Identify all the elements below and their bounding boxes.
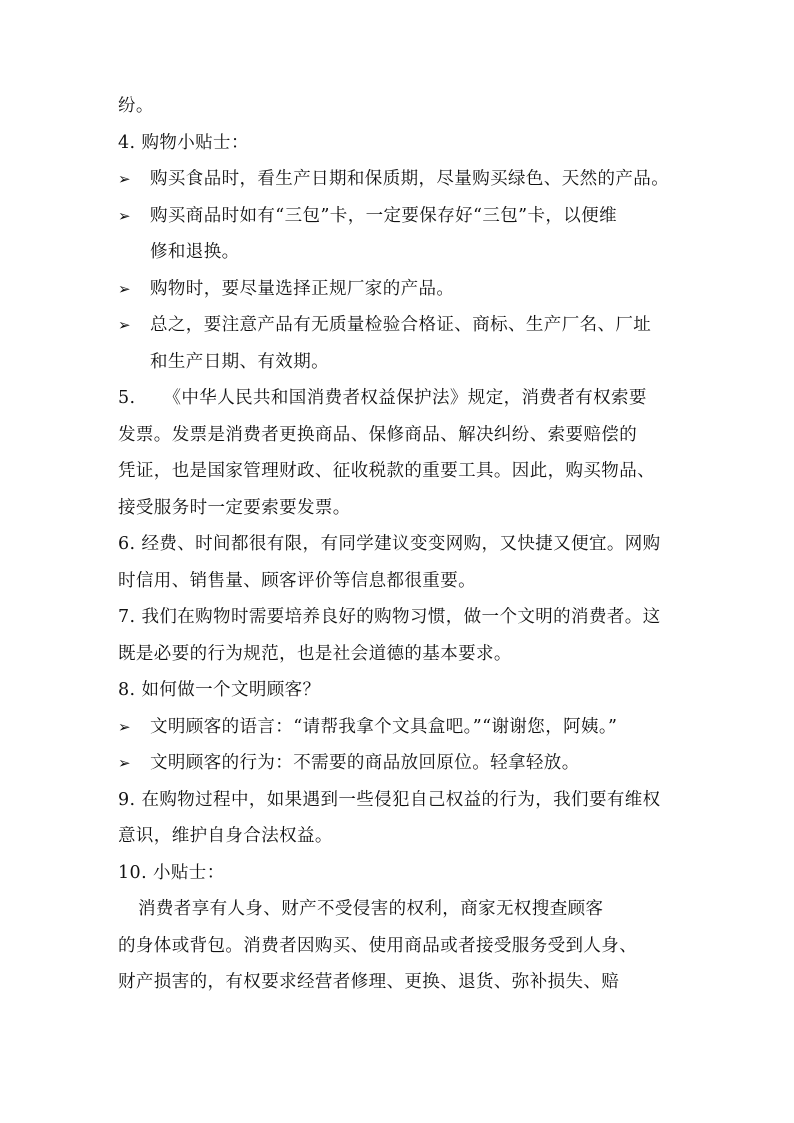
arrow-bullet-icon: ➢ [118,279,131,298]
bullet-text: 购物时，要尽量选择正规厂家的产品。 [150,278,455,299]
text-line: 发票。发票是消费者更换商品、保修商品、解决纠纷、索要赔偿的 [118,424,638,445]
bullet-item [118,198,678,235]
section-5-text: 《中华人民共和国消费者权益保护法》规定，消费者有权索要 [163,388,647,408]
bullet-item [118,161,678,198]
bullet-item [118,307,678,344]
arrow-bullet-icon: ➢ [118,206,131,225]
bullet-item [118,709,678,746]
section-7-line: 7. 我们在购物时需要培养良好的购物习惯，做一个文明的消费者。这 [118,607,661,627]
section-number-5: 5. [118,388,136,408]
text-line: 的身体或背包。消费者因购买、使用商品或者接受服务受到人身、 [118,935,638,956]
section-heading-10: 10. 小贴士： [118,862,225,883]
arrow-bullet-icon: ➢ [118,170,131,188]
bullet-item [118,271,678,308]
text-line: 财产损害的，有权要求经营者修理、更换、退货、弥补损失、赔 [118,972,620,992]
section-5-line [118,380,678,417]
bullet-text: 购买商品时如有“三包”卡，一定要保存好“三包”卡，以便维 [150,205,617,226]
text-line: 凭证，也是国家管理财政、征收税款的重要工具。因此，购买物品、 [118,461,655,481]
bullet-text-continuation: 和生产日期、有效期。 [150,351,329,372]
document-body [118,88,678,1001]
bullet-item [118,745,678,782]
section-6-line: 6. 经费、时间都很有限，有同学建议变变网购，又快捷又便宜。网购 [118,534,661,554]
arrow-bullet-icon: ➢ [118,717,131,736]
section-heading-4: 4. 购物小贴士： [118,132,249,153]
text-line: 纷。 [118,96,154,116]
text-line: 意识，维护自身合法权益。 [118,826,333,846]
section-heading-8: 8. 如何做一个文明顾客？ [118,680,321,700]
bullet-text: 文明顾客的行为：不需要的商品放回原位。轻拿轻放。 [150,753,580,773]
section-9-line: 9. 在购物过程中，如果遇到一些侵犯自己权益的行为，我们要有维权 [118,789,661,810]
bullet-text: 文明顾客的语言：“请帮我拿个文具盒吧。”“谢谢您，阿姨。” [150,716,618,737]
text-line: 时信用、销售量、顾客评价等信息都很重要。 [118,570,476,591]
text-line: 接受服务时一定要索要发票。 [118,497,351,518]
arrow-bullet-icon: ➢ [118,754,131,772]
text-line: 消费者享有人身、财产不受侵害的权利，商家无权搜查顾客 [138,899,604,919]
bullet-text-continuation: 修和退换。 [150,242,240,262]
bullet-text: 总之，要注意产品有无质量检验合格证、商标、生产厂名、厂址 [150,315,652,335]
bullet-text: 购买食品时，看生产日期和保质期，尽量购买绿色、天然的产品。 [150,169,670,189]
text-line: 既是必要的行为规范，也是社会道德的基本要求。 [118,643,512,664]
arrow-bullet-icon: ➢ [118,316,131,334]
